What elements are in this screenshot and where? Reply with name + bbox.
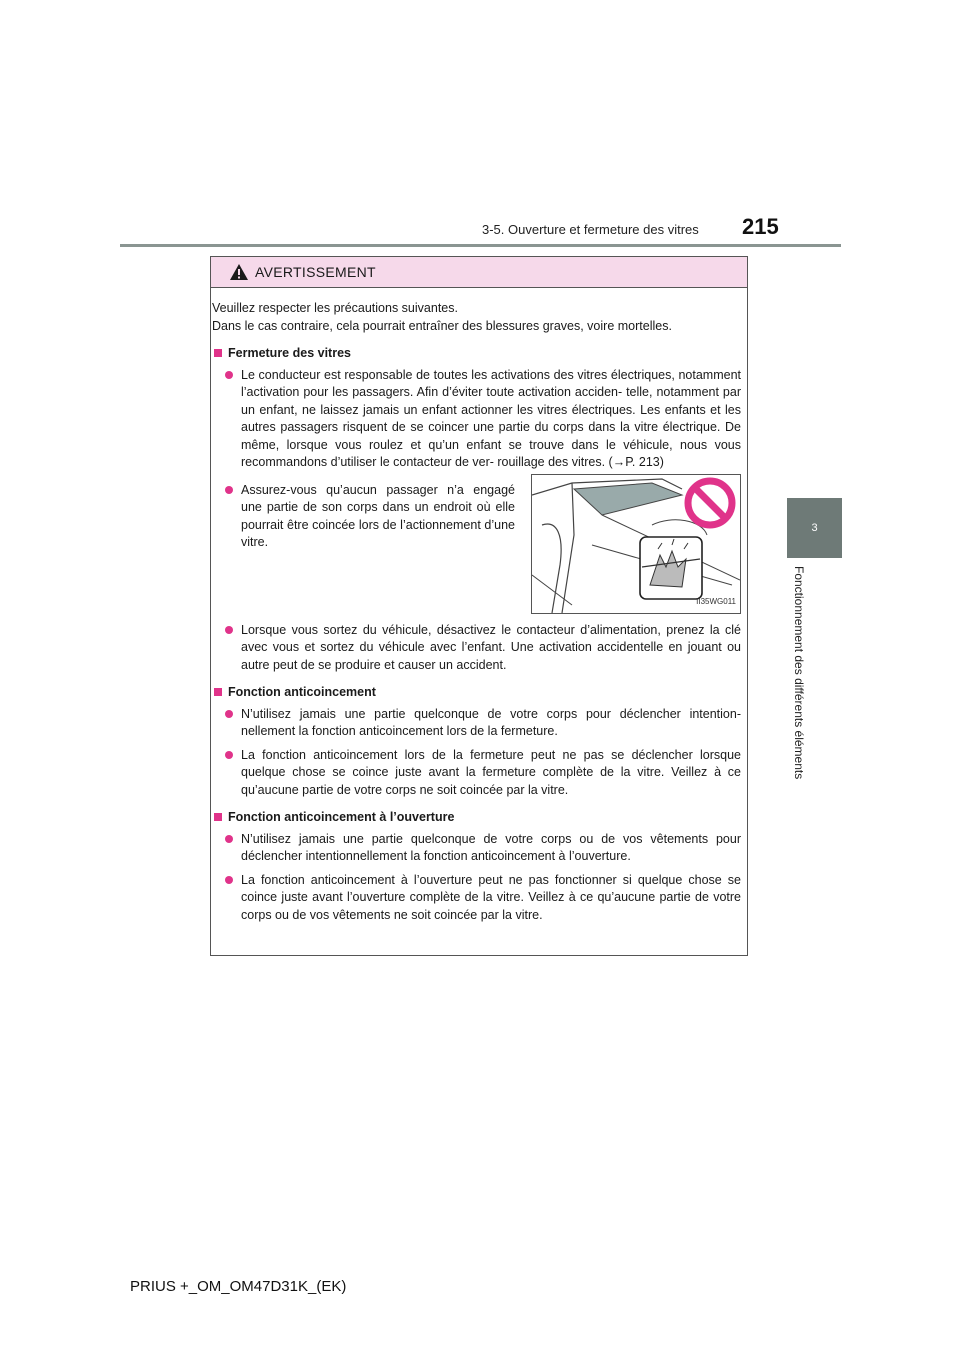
bullet-dot-icon [225, 751, 233, 759]
page-number: 215 [742, 214, 779, 239]
section-heading-text: Fonction anticoincement [228, 685, 376, 699]
bullet-dot-icon [225, 710, 233, 718]
warning-triangle-icon [229, 263, 249, 281]
list-item [211, 872, 741, 925]
header-rule [120, 244, 841, 247]
bullet-dot-icon [225, 371, 233, 379]
square-bullet-icon [214, 688, 222, 696]
bullet-dot-icon [225, 486, 233, 494]
list-item [211, 706, 741, 741]
list-item-text: Assurez-vous qu’aucun passager n’a engagé une partie de son corps dans un endroit où elle pourrait être coincée lors de l’actionnement d’une vitre. [241, 482, 515, 549]
chapter-number: 3 [811, 522, 818, 534]
list-item-text: La fonction anticoincement à l’ouverture peut ne pas fonctionner si quelque chose se coince juste avant l’ouverture complète de la vitre. Veillez à ce qu’aucune partie de votre corps ou de vos vêtements ne soit coincée par la vitre. [241, 872, 741, 922]
window-pinch-illustration [531, 474, 741, 614]
car-window-drawing [532, 475, 740, 613]
warning-header [211, 257, 747, 288]
section-heading [211, 809, 741, 827]
list-item-text: Le conducteur est responsable de toutes les activations des vitres électriques, notamment l’activation pour les passagers. Afin d’éviter toute activation acciden- telle, notamment par un enfant, ne laissez jamais un enfant actionner les vitres électriques. Les enfants et les autres passagers risquent de se coincer une partie du corps dans la vitre électrique. De même, lorsque vous roulez et qu’un enfant se trouve dans le véhicule, nous vous recommandons d’utiliser le contacteur de ver- rouillage des vitres. (→P. 213) [241, 367, 741, 469]
warning-title: AVERTISSEMENT [255, 264, 376, 280]
section-heading [211, 345, 741, 363]
warning-intro [211, 300, 741, 335]
list-item-text: Lorsque vous sortez du véhicule, désactivez le contacteur d’alimentation, prenez la clé avec vous et sortez du véhicule avec l’enfant. Une activation accidentelle en jouant ou autre peut de se produire et causer un accident. [241, 622, 741, 672]
list-item-text: N’utilisez jamais une partie quelconque de votre corps pour déclencher intention- nellement la fonction anticoincement lors de la fermeture. [241, 706, 741, 738]
section-heading-text: Fonction anticoincement à l’ouverture [228, 810, 455, 824]
chapter-title: Fonctionnement des différents éléments [792, 566, 806, 780]
bullet-dot-icon [225, 835, 233, 843]
square-bullet-icon [214, 813, 222, 821]
intro-line: Dans le cas contraire, cela pourrait entraîner des blessures graves, voire mortelles. [212, 318, 672, 333]
section-title: 3-5. Ouverture et fermeture des vitres [482, 222, 699, 237]
list-item [211, 831, 741, 866]
bullet-dot-icon [225, 876, 233, 884]
section-heading-text: Fermeture des vitres [228, 346, 351, 360]
list-item [211, 482, 515, 552]
square-bullet-icon [214, 349, 222, 357]
illustration-row [211, 478, 741, 614]
list-item [211, 747, 741, 800]
model-code: PRIUS +_OM_OM47D31K_(EK) [130, 1278, 347, 1295]
list-item [211, 367, 741, 472]
illustration-code: II35WG011 [696, 597, 736, 606]
bullet-dot-icon [225, 626, 233, 634]
list-item-text: N’utilisez jamais une partie quelconque de votre corps ou de vos vêtements pour déclencher intentionnellement la fonction anticoincement à l’ouverture. [241, 831, 741, 863]
list-item [211, 622, 741, 675]
list-item-text: La fonction anticoincement lors de la fermeture peut ne pas se déclencher lorsque quelque chose se coince juste avant la fermeture complète de la vitre. Veillez à ce qu’aucune partie de votre corps ne soit coincée par la vitre. [241, 747, 741, 797]
warning-body [211, 288, 747, 924]
chapter-tab [787, 498, 842, 558]
section-heading [211, 684, 741, 702]
intro-line: Veuillez respecter les précautions suivantes. [212, 301, 458, 315]
warning-box [210, 256, 748, 956]
